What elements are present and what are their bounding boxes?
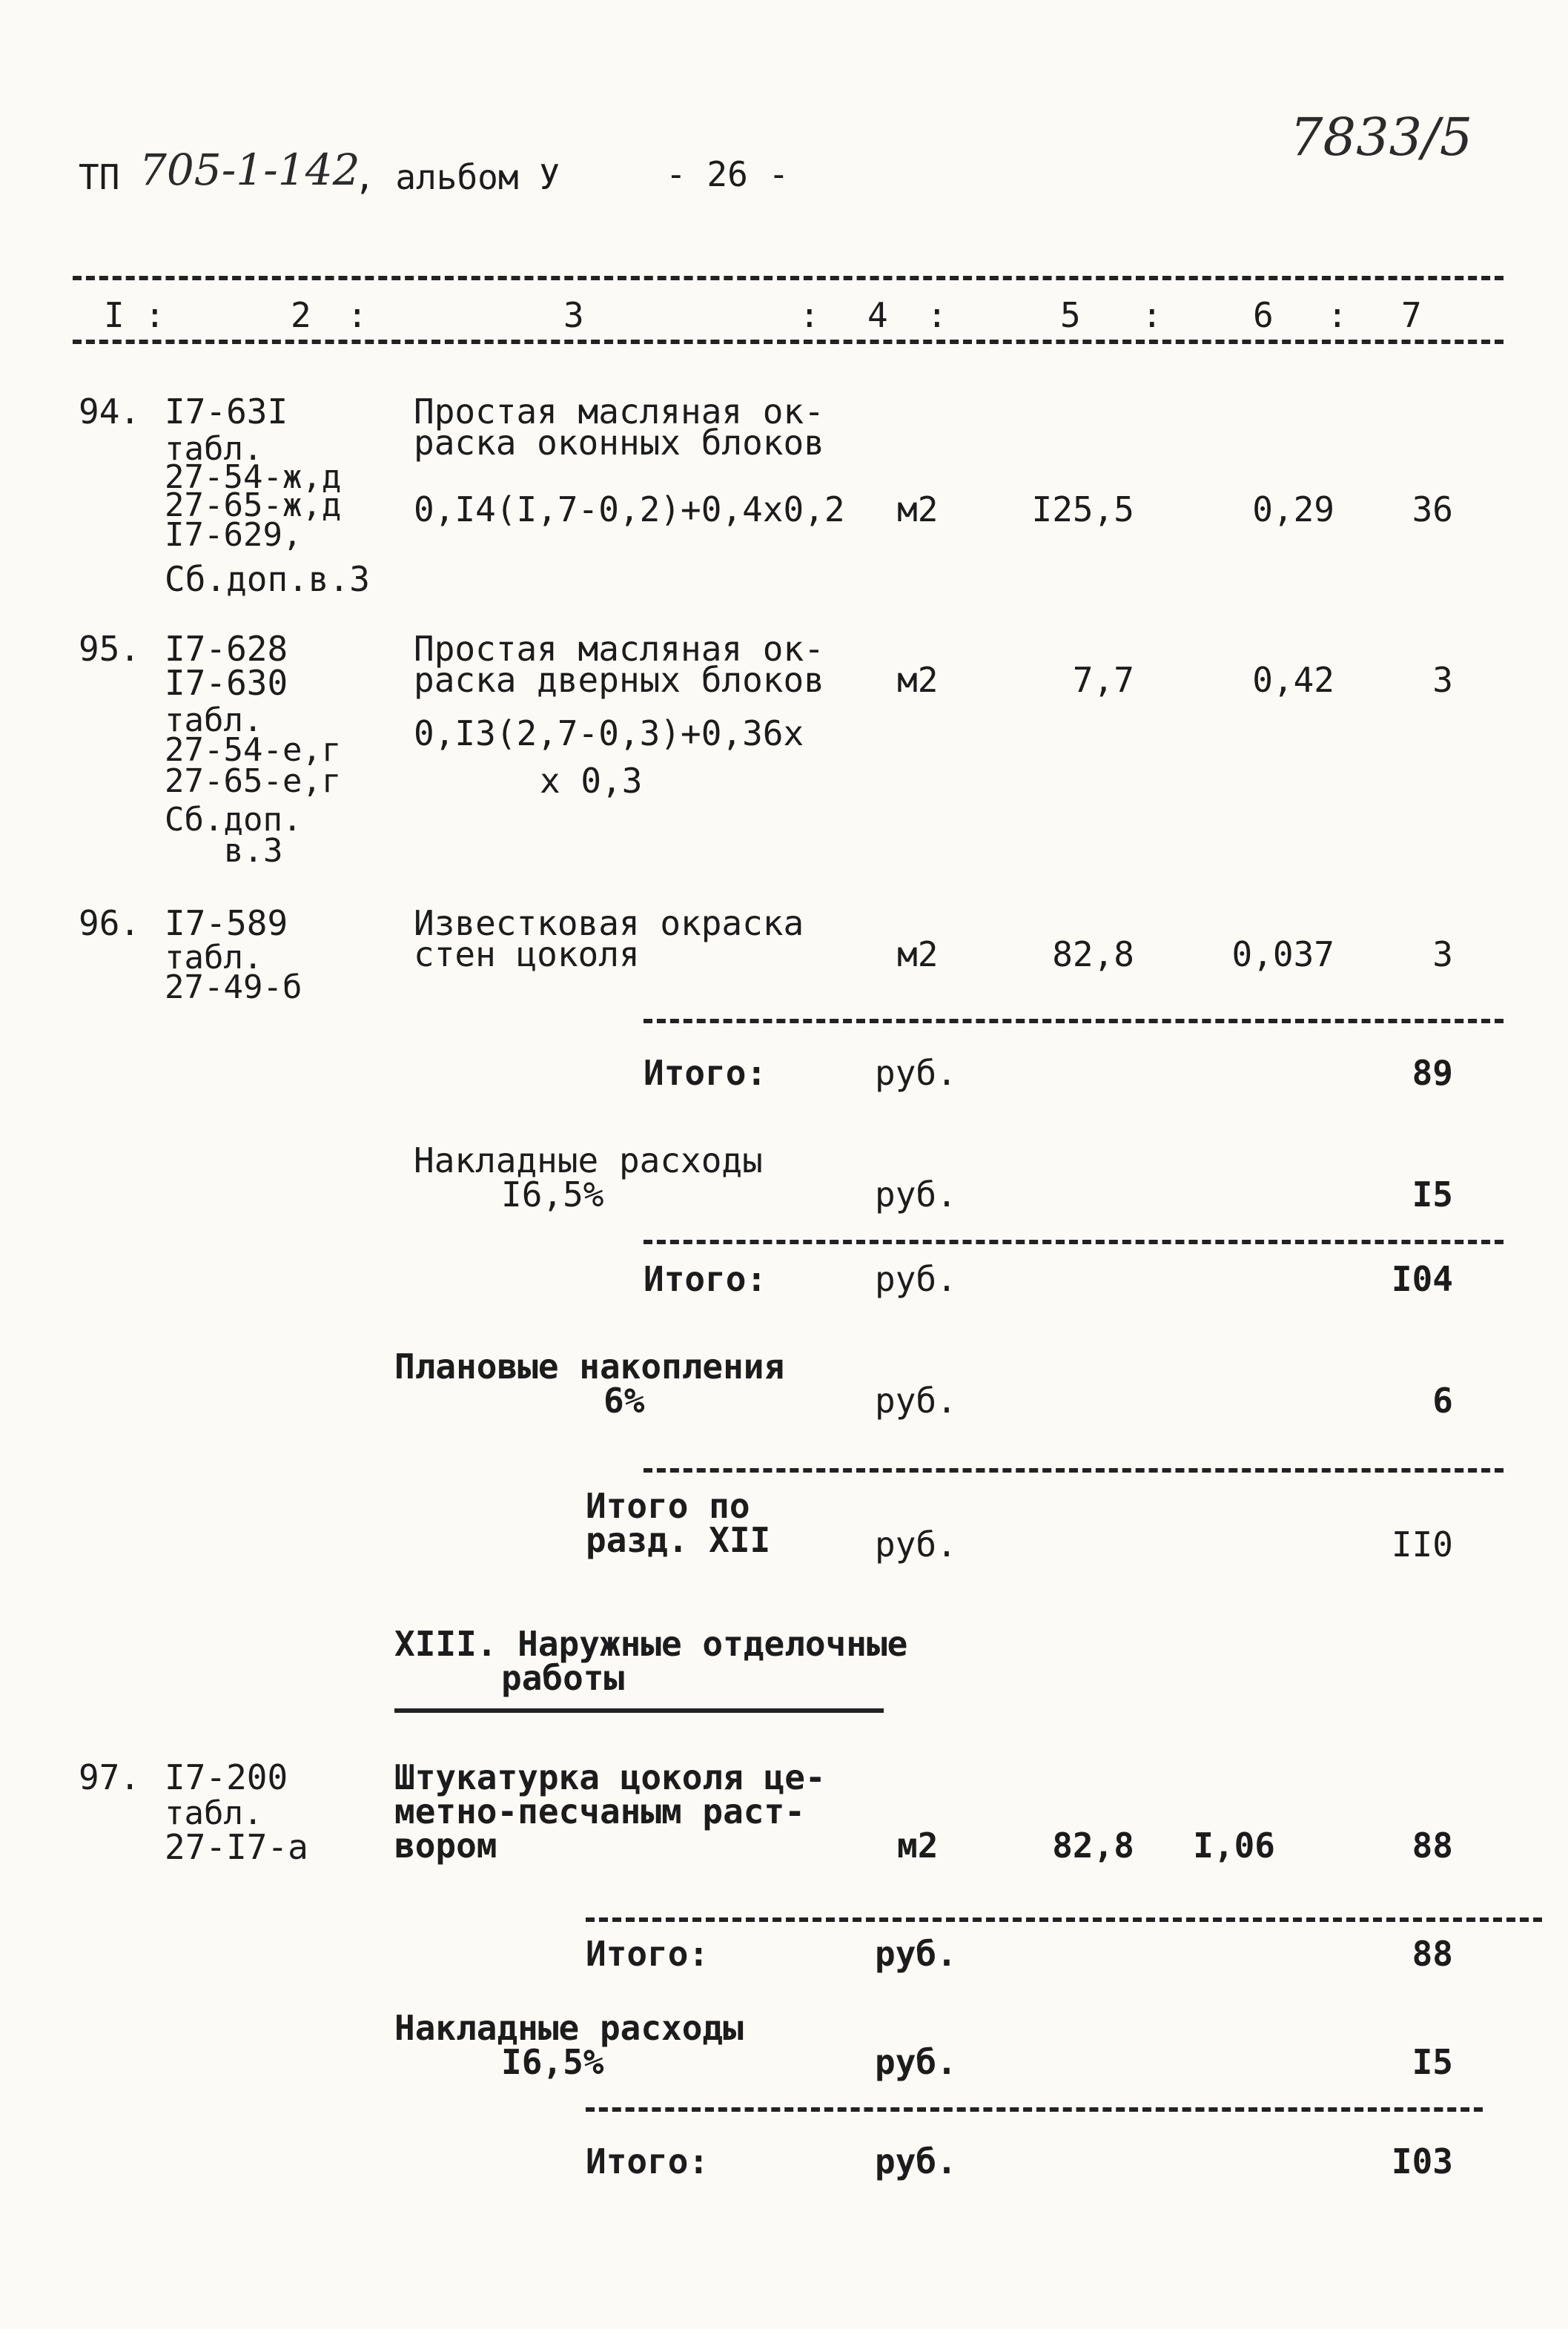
unit-price: I,06 [1193, 1826, 1275, 1866]
unit-price: 0,42 [1252, 660, 1334, 700]
work-description: Штукатурка цоколя це- [394, 1757, 826, 1797]
subtotal-label: Итого: [644, 1053, 767, 1093]
overhead-percent: I6,5% [501, 1175, 604, 1215]
column-separator: : [1327, 295, 1348, 335]
volume-formula: 0,I4(I,7-0,2)+0,4x0,2 [414, 489, 845, 529]
norm-code: 27-54-ж,д [165, 458, 342, 496]
quantity: 82,8 [1052, 1826, 1134, 1866]
total-cost: 88 [1412, 1934, 1453, 1974]
unit: м2 [897, 660, 939, 700]
norm-code: табл. [165, 430, 263, 468]
unit: м2 [897, 489, 939, 529]
column-number: 7 [1401, 295, 1422, 335]
work-description: Простая масляная ок- [414, 392, 824, 432]
item-number: 97. [79, 1757, 141, 1797]
section-total-label: Итого по [586, 1486, 750, 1526]
column-number: 4 [867, 295, 888, 335]
norm-code: 27-I7-а [165, 1827, 308, 1867]
item-number: 96. [79, 903, 141, 943]
section-total-rule [644, 1468, 1504, 1473]
total-cost: 88 [1412, 1826, 1453, 1866]
unit-price: 0,037 [1231, 934, 1334, 974]
norm-code: 27-65-ж,д [165, 486, 342, 524]
work-description: раска дверных блоков [414, 660, 824, 700]
total-cost: 89 [1412, 1053, 1453, 1093]
norm-code: 27-49-б [165, 968, 302, 1006]
subtotal-rule [644, 1240, 1504, 1244]
norm-code: 27-54-е,г [165, 731, 342, 769]
volume-formula: 0,I3(2,7-0,3)+0,36x [414, 713, 804, 753]
work-description: раска оконных блоков [414, 423, 824, 463]
column-separator: : [1142, 295, 1162, 335]
norm-code: Сб.доп. [165, 801, 302, 839]
column-number: 6 [1253, 295, 1274, 335]
subtotal-rule [586, 2107, 1483, 2112]
total-cost: 36 [1412, 489, 1453, 529]
column-separator: : [799, 295, 820, 335]
subtotal-rule [644, 1019, 1504, 1023]
norm-code: I7-628 [165, 629, 288, 669]
total-cost: I5 [1412, 2042, 1453, 2082]
norm-code: I7-629, [165, 516, 302, 554]
norm-code: I7-200 [165, 1757, 288, 1797]
unit-price: 0,29 [1252, 489, 1334, 529]
unit: руб. [875, 2141, 957, 2181]
header-top-rule [73, 276, 1504, 280]
norm-code: Сб.доп.в.3 [165, 559, 370, 599]
quantity: 7,7 [1072, 660, 1134, 700]
work-description: метно-песчаным раст- [394, 1791, 805, 1831]
header-prefix: ТП [79, 157, 120, 197]
overhead-label: Накладные расходы [394, 2008, 744, 2048]
item-number: 95. [79, 629, 141, 669]
total-cost: I5 [1412, 1175, 1453, 1215]
total-cost: 3 [1432, 934, 1453, 974]
planned-savings-label: Плановые накопления [394, 1347, 785, 1387]
norm-code: I7-589 [165, 903, 288, 943]
quantity: 82,8 [1052, 934, 1134, 974]
section-total-label: разд. XII [586, 1520, 771, 1560]
work-description: стен цоколя [414, 934, 640, 974]
work-description: Простая масляная ок- [414, 629, 824, 669]
section-title: XIII. Наружные отделочные [394, 1624, 908, 1664]
norm-code: в.3 [224, 832, 283, 870]
column-number: 5 [1060, 295, 1081, 335]
volume-formula: x 0,3 [540, 761, 643, 801]
subtotal-label: Итого: [586, 2141, 709, 2181]
unit: руб. [875, 1053, 957, 1093]
column-separator: : [927, 295, 947, 335]
norm-code: 27-65-е,г [165, 762, 342, 800]
item-number: 94. [79, 392, 141, 432]
total-cost: I04 [1391, 1259, 1453, 1299]
total-cost: 6 [1432, 1381, 1453, 1421]
quantity: I25,5 [1031, 489, 1134, 529]
column-number: 3 [563, 295, 584, 335]
overhead-label: Накладные расходы [414, 1140, 763, 1180]
planned-savings-percent: 6% [603, 1381, 645, 1421]
unit: руб. [875, 2042, 957, 2082]
page-number: - 26 - [666, 154, 790, 194]
unit: м2 [897, 1826, 939, 1866]
work-description: вором [394, 1826, 497, 1866]
section-underline [394, 1708, 884, 1713]
work-description: Известковая окраска [414, 903, 804, 943]
norm-code: табл. [165, 701, 263, 739]
handwritten-corner-note: 7833/5 [1290, 107, 1473, 168]
subtotal-label: Итого: [586, 1934, 709, 1974]
total-cost: II0 [1391, 1524, 1453, 1565]
handwritten-project-code: 705-1-142 [139, 145, 360, 195]
column-separator: : [145, 295, 165, 335]
norm-code: I7-630 [165, 663, 288, 703]
unit: руб. [875, 1175, 957, 1215]
album-label: , альбом У [354, 157, 560, 197]
column-separator: : [347, 295, 368, 335]
unit: руб. [875, 1381, 957, 1421]
norm-code: I7-63I [165, 392, 288, 432]
overhead-percent: I6,5% [501, 2042, 604, 2082]
total-cost: 3 [1432, 660, 1453, 700]
header-bottom-rule [73, 340, 1504, 344]
unit: руб. [875, 1934, 957, 1974]
column-number: I [104, 295, 125, 335]
section-title: работы [501, 1658, 625, 1698]
unit: руб. [875, 1259, 957, 1299]
subtotal-label: Итого: [644, 1259, 767, 1299]
unit: м2 [897, 934, 939, 974]
unit: руб. [875, 1524, 957, 1565]
subtotal-rule [586, 1917, 1542, 1922]
total-cost: I03 [1391, 2141, 1453, 2181]
column-number: 2 [291, 295, 311, 335]
norm-code: табл. [165, 1794, 263, 1832]
norm-code: табл. [165, 939, 263, 977]
